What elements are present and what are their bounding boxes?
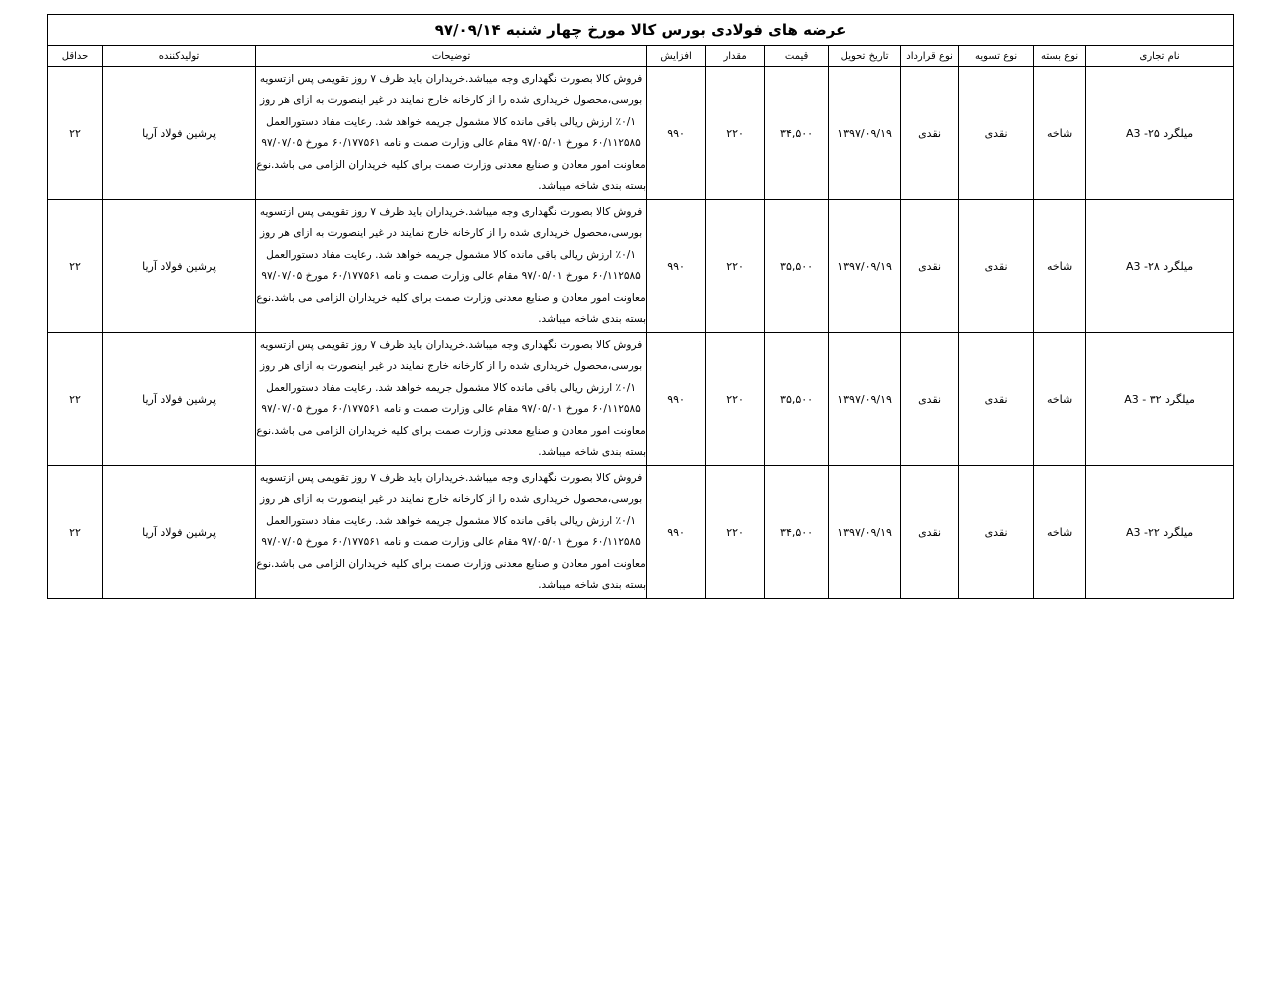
- trade-name-cell: میلگرد ۲۵- A3: [1086, 67, 1234, 200]
- description-cell: فروش کالا بصورت نگهداری وجه میباشد.خریداران باید ظرف ۷ روز تقویمی پس ازتسویه بورسی،محصول خریداری شده را از کارخانه خارج نمایند در غیر اینصورت به ازای هر روز ۰/۱٪ ارزش ریالی باقی مانده کالا مشمول جریمه خواهد شد. رعایت مفاد دستورالعمل ۶۰/۱۱۲۵۸۵ مورخ ۹۷/۰۵/۰۱ مقام عالی وزارت صمت و نامه ۶۰/۱۷۷۵۶۱ مورخ ۹۷/۰۷/۰۵ معاونت امور معادن و صنایع معدنی وزارت صمت برای کلیه خریداران الزامی می باشد.نوع بسته بندی شاخه میباشد.: [256, 333, 647, 466]
- description-cell: فروش کالا بصورت نگهداری وجه میباشد.خریداران باید ظرف ۷ روز تقویمی پس ازتسویه بورسی،محصول خریداری شده را از کارخانه خارج نمایند در غیر اینصورت به ازای هر روز ۰/۱٪ ارزش ریالی باقی مانده کالا مشمول جریمه خواهد شد. رعایت مفاد دستورالعمل ۶۰/۱۱۲۵۸۵ مورخ ۹۷/۰۵/۰۱ مقام عالی وزارت صمت و نامه ۶۰/۱۷۷۵۶۱ مورخ ۹۷/۰۷/۰۵ معاونت امور معادن و صنایع معدنی وزارت صمت برای کلیه خریداران الزامی می باشد.نوع بسته بندی شاخه میباشد.: [256, 200, 647, 333]
- trade-name-cell: میلگرد ۲۸- A3: [1086, 200, 1234, 333]
- header-increase: افزایش: [647, 46, 706, 67]
- increase-cell: ۹۹۰: [647, 466, 706, 599]
- settlement-type-cell: نقدی: [959, 466, 1034, 599]
- header-producer: تولیدکننده: [103, 46, 256, 67]
- increase-cell: ۹۹۰: [647, 200, 706, 333]
- increase-cell: ۹۹۰: [647, 333, 706, 466]
- settlement-type-cell: نقدی: [959, 67, 1034, 200]
- package-type-cell: شاخه: [1034, 67, 1086, 200]
- contract-type-cell: نقدی: [901, 466, 959, 599]
- contract-type-cell: نقدی: [901, 333, 959, 466]
- header-package-type: نوع بسته: [1034, 46, 1086, 67]
- minimum-cell: ۲۲: [48, 466, 103, 599]
- header-price: قیمت: [765, 46, 829, 67]
- delivery-date-cell: ۱۳۹۷/۰۹/۱۹: [829, 200, 901, 333]
- description-cell: فروش کالا بصورت نگهداری وجه میباشد.خریداران باید ظرف ۷ روز تقویمی پس ازتسویه بورسی،محصول خریداری شده را از کارخانه خارج نمایند در غیر اینصورت به ازای هر روز ۰/۱٪ ارزش ریالی باقی مانده کالا مشمول جریمه خواهد شد. رعایت مفاد دستورالعمل ۶۰/۱۱۲۵۸۵ مورخ ۹۷/۰۵/۰۱ مقام عالی وزارت صمت و نامه ۶۰/۱۷۷۵۶۱ مورخ ۹۷/۰۷/۰۵ معاونت امور معادن و صنایع معدنی وزارت صمت برای کلیه خریداران الزامی می باشد.نوع بسته بندی شاخه میباشد.: [256, 67, 647, 200]
- delivery-date-cell: ۱۳۹۷/۰۹/۱۹: [829, 67, 901, 200]
- header-delivery-date: تاریخ تحویل: [829, 46, 901, 67]
- table-row: [48, 466, 1234, 599]
- settlement-type-cell: نقدی: [959, 200, 1034, 333]
- table-row: [48, 333, 1234, 466]
- offers-table: [47, 14, 1234, 599]
- producer-cell: پرشین فولاد آریا: [103, 67, 256, 200]
- quantity-cell: ۲۲۰: [706, 466, 765, 599]
- price-cell: ۳۵,۵۰۰: [765, 333, 829, 466]
- contract-type-cell: نقدی: [901, 67, 959, 200]
- table-row: [48, 200, 1234, 333]
- settlement-type-cell: نقدی: [959, 333, 1034, 466]
- price-cell: ۳۴,۵۰۰: [765, 67, 829, 200]
- header-trade-name: نام تجاری: [1086, 46, 1234, 67]
- price-cell: ۳۵,۵۰۰: [765, 200, 829, 333]
- table-row: [48, 67, 1234, 200]
- price-cell: ۳۴,۵۰۰: [765, 466, 829, 599]
- header-quantity: مقدار: [706, 46, 765, 67]
- minimum-cell: ۲۲: [48, 67, 103, 200]
- quantity-cell: ۲۲۰: [706, 67, 765, 200]
- producer-cell: پرشین فولاد آریا: [103, 466, 256, 599]
- package-type-cell: شاخه: [1034, 200, 1086, 333]
- quantity-cell: ۲۲۰: [706, 200, 765, 333]
- header-row: [48, 46, 1234, 67]
- quantity-cell: ۲۲۰: [706, 333, 765, 466]
- producer-cell: پرشین فولاد آریا: [103, 200, 256, 333]
- header-minimum: حداقل: [48, 46, 103, 67]
- trade-name-cell: میلگرد ۲۲- A3: [1086, 466, 1234, 599]
- delivery-date-cell: ۱۳۹۷/۰۹/۱۹: [829, 466, 901, 599]
- header-contract-type: نوع قرارداد: [901, 46, 959, 67]
- increase-cell: ۹۹۰: [647, 67, 706, 200]
- offers-sheet: [47, 14, 1233, 599]
- trade-name-cell: میلگرد ۳۲ - A3: [1086, 333, 1234, 466]
- delivery-date-cell: ۱۳۹۷/۰۹/۱۹: [829, 333, 901, 466]
- package-type-cell: شاخه: [1034, 333, 1086, 466]
- minimum-cell: ۲۲: [48, 200, 103, 333]
- header-description: توضیحات: [256, 46, 647, 67]
- header-settlement-type: نوع تسویه: [959, 46, 1034, 67]
- description-cell: فروش کالا بصورت نگهداری وجه میباشد.خریداران باید ظرف ۷ روز تقویمی پس ازتسویه بورسی،محصول خریداری شده را از کارخانه خارج نمایند در غیر اینصورت به ازای هر روز ۰/۱٪ ارزش ریالی باقی مانده کالا مشمول جریمه خواهد شد. رعایت مفاد دستورالعمل ۶۰/۱۱۲۵۸۵ مورخ ۹۷/۰۵/۰۱ مقام عالی وزارت صمت و نامه ۶۰/۱۷۷۵۶۱ مورخ ۹۷/۰۷/۰۵ معاونت امور معادن و صنایع معدنی وزارت صمت برای کلیه خریداران الزامی می باشد.نوع بسته بندی شاخه میباشد.: [256, 466, 647, 599]
- contract-type-cell: نقدی: [901, 200, 959, 333]
- page-title: عرضه های فولادی بورس کالا مورخ چهار شنبه ۹۷/۰۹/۱۴: [48, 15, 1234, 46]
- package-type-cell: شاخه: [1034, 466, 1086, 599]
- minimum-cell: ۲۲: [48, 333, 103, 466]
- producer-cell: پرشین فولاد آریا: [103, 333, 256, 466]
